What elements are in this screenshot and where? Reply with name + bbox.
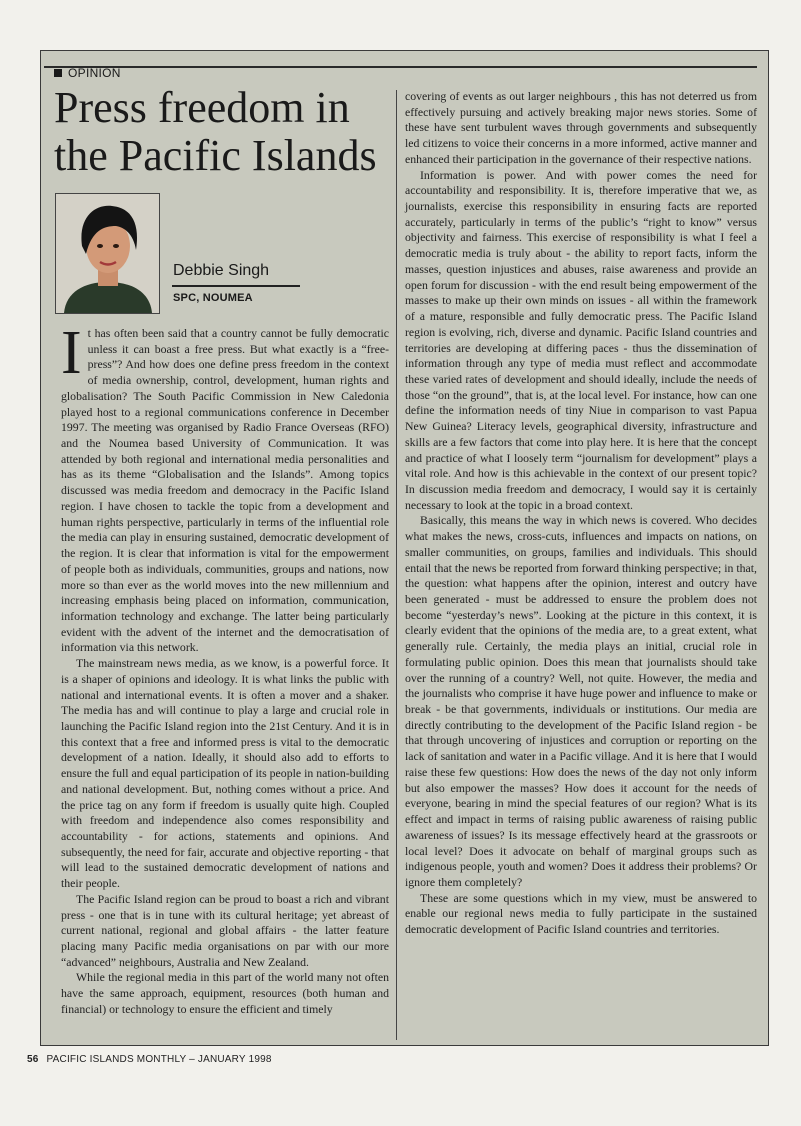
paragraph: covering of events as out larger neighbours , this has not deterred us from effectively pursuing and actively breaking major news stories. Some of these have sent turbulent waves through governments and subsequently led citizens to voice their concerns in a more informed, active manner and enhanced their participation in the governance of their respective nations.: [405, 89, 757, 166]
drop-cap: I: [61, 319, 82, 387]
paragraph-text: t has often been said that a country cannot be fully democratic unless it can boast a free press. But what exactly is a “free-press”? And how does one define press freedom in the context of media ownership, control, development, human rights and globalisation? The South Pacific Commission in New Caledonia played host to a regional communications conference in December 1997. The meeting was organised by Radio France Overseas (RFO) and the Noumea based University of Communication. It was attended by both regional and international media personalities and has as its theme “Globalisation and the Islands”. Among topics discussed was media freedom and democracy in the Pacific Island region. I have chosen to tackle the topic from a development and human rights perspective, particularly in terms of the influential role the media can play in ensuring sustained, democratic development of the region. It is clear that information is vital for the empowerment of people both as individuals, communities, groups and nations, now more so than ever as the world moves into the new millennium and increasing emphasis being placed on information, communication, information technology and exchange. The latter being particularly evident with the advent of the internet and the democratisation of information via this network.: [61, 326, 389, 655]
paragraph: [61, 319, 389, 656]
author-affiliation: SPC, NOUMEA: [173, 292, 253, 304]
paragraph: The mainstream news media, as we know, is a powerful force. It is a shaper of opinions and ideology. It is what links the public with national and international events. It is often a mover and a shaker. The media has and will continue to play a large and crucial role in launching the Pacific Island region into the 21st Century. And it is in this context that a free and informed press is vital to the democratic development of a nation. Ideally, it should also add to efforts to ensure the full and equal participation of its people in nation-building and national development. But, nothing comes without a price. And the price tag on any form if freedom is usually quite high. Coupled with freedom and independence also comes responsibility and accountability - for actions, statements and opinions. And subsequently, the need for fair, accurate and objective reporting - that will lead to the sustained democratic development of nations and their people.: [61, 656, 389, 891]
paragraph: These are some questions which in my view, must be answered to enable our regional news media to fully participate in the sustained democratic development of Pacific Island countries and territories.: [405, 890, 757, 937]
author-photo: [55, 193, 160, 314]
square-bullet-icon: [54, 69, 62, 77]
column-divider: [396, 90, 397, 1040]
paragraph: Information is power. And with power comes the need for accountability and responsibility. It is, therefore imperative that we, as journalists, exercise this responsibility in ensuring facts are reported accurately, particularly in terms of the public’s “right to know” versus objectivity and fairness. This exercise of responsibility is what I feel a democratic media is truly about - the ability to report facts, inform the masses, question injustices and abuses, raise awareness and provide an open forum for discussion - with the end result being empowerment of the masses to make up their own minds on issues - all within the framework of a mature, responsible and fully democratic press. The Pacific Island region is evolving, rich, diverse and dynamic. Pacific Island countries and territories are developing at differing paces - thus the dissemination of information through any type of media must reflect and accommodate these varied rates of development and should ideally, include the needs of those “on the ground”, that is, at the local level. For instance, how can one define the information needs of tiny Niue in comparison to vast Papua New Guinea? Literacy levels, geographical diversity, infrastructure and skills are a few factors that come into play here. It is here that the concept and practice of what I loosely term “journalism for development” plays a vital role. And how is this achievable in the context of our present topic? In discussion media freedom and democracy, I would say it is certainly necessary to look at the topic in a broad context.: [405, 167, 757, 512]
paragraph: Basically, this means the way in which news is covered. Who decides what makes the news, cross-cuts, influences and impacts on nations, on smaller communities, on groups, families and individuals. This should entail that the news be reported from forward thinking perspective; in that, the question: what happens after the opinion, interest and outcry have been generated - must be addressed to ensure the problem does not become “yesterday’s news”. Looking at the picture in this context, it is clearly evident that the opinions of the media are, to a great extent, what generally rule. Certainly, the media plays an initial, crucial role in formulating public opinion. Does this mean that journalists should take over the running of a country? Well, not quite. However, the media and the journalists who comprise it have huge power and influence to make or break - be that governments, individuals or institutions. Our media are directly contributing to the development of the Pacific Island region - be that through uncovering of injustices and corruption or reporting on the lack of sanitation and water in a Pacific village. And it is here that I would raise these few questions: How does the news of the day not only inform but also empower the masses? How does it account for the needs of everyone, bearing in mind the special features of our region? What is its effect and impact in terms of raising public awareness of raising public awareness of issues? Is its message effectively heard at the grassroots or local level? Does it advocate on behalf of marginal groups such as indigenous people, youth and women? Does it address their problems? Or ignore them completely?: [405, 513, 757, 889]
publication-line: PACIFIC ISLANDS MONTHLY – JANUARY 1998: [46, 1054, 272, 1065]
section-label: [54, 66, 121, 80]
right-column: [405, 89, 757, 938]
page-number: 56: [27, 1054, 39, 1065]
paragraph: While the regional media in this part of the world many not often have the same approach, equipment, resources (both human and financial) or technology to ensure the efficient and timely: [61, 970, 389, 1016]
author-portrait-icon: [56, 194, 159, 313]
paragraph: The Pacific Island region can be proud to boast a rich and vibrant press - one that is in tune with its cultural heritage; yet abreast of current national, regional and global affairs - the latter feature placing many Pacific media organisations on par with our more “advanced” neighbours, Australia and New Zealand.: [61, 891, 389, 969]
section-label-text: OPINION: [68, 66, 121, 80]
author-name: Debbie Singh: [173, 262, 270, 279]
left-column: [61, 319, 389, 1018]
author-rule: [172, 285, 300, 287]
top-rule: [44, 66, 757, 68]
page-footer: [27, 1054, 272, 1065]
headline: Press freedom in the Pacific Islands: [54, 83, 377, 180]
